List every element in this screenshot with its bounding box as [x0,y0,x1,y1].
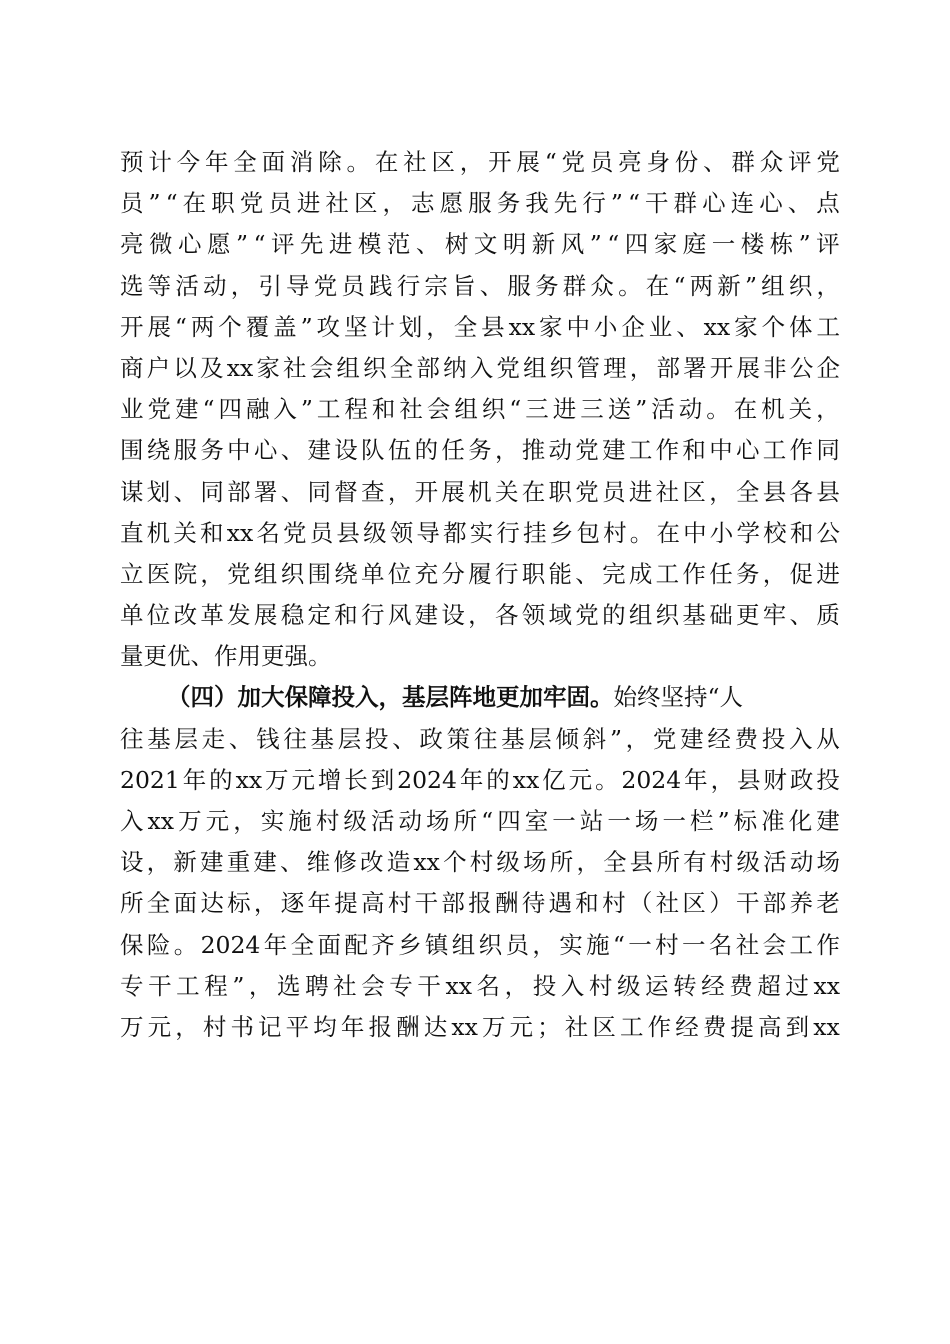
line-text: 谋 划 、 同 部 署 、 同 督 查 ， 开 展 机 关 在 职 党 员 进 社 区 ， 全 县 各 县 [120,477,840,506]
text-line [120,842,840,882]
text-line [120,1007,840,1047]
text-line [120,389,840,429]
line-text: 入 xx 万 元 ， 实 施 村 级 活 动 场 所 “ 四 室 一 站 一 场 一 栏 ” 标 准 化 建 [120,807,840,835]
line-text: 直 机 关 和 xx 名 党 员 县 级 领 导 都 实 行 挂 乡 包 村 。 在 中 小 学 校 和 公 [120,518,840,547]
text-line [120,348,840,388]
line-text: 立 医 院 ， 党 组 织 围 绕 单 位 充 分 履 行 职 能 、 完 成 工 作 任 务 ， 促 进 [120,559,840,588]
line-text: 万 元 ， 村 书 记 平 均 年 报 酬 达 xx 万 元 ； 社 区 工 作 经 费 提 高 到 xx [120,1012,840,1041]
section-heading: （四）加大保障投入，基层阵地更加牢固。 [167,683,614,712]
text-line [120,883,840,923]
text-line [120,142,840,182]
line-text: 量更优、作用更强。 [120,642,332,671]
line-text: 选 等 活 动 ， 引 导 党 员 践 行 宗 旨 、 服 务 群 众 。 在 “ 两 新 ” 组 织 ， [120,271,840,300]
text-line [120,183,840,223]
text-line [120,719,840,759]
text-line [120,636,840,676]
text-line [120,925,840,965]
text-line [120,224,840,264]
text-line [120,266,840,306]
line-text: 员 ” “ 在 职 党 员 进 社 区 ， 志 愿 服 务 我 先 行 ” “ 干 群 心 连 心 、 点 [120,189,840,218]
text-line [120,554,840,594]
line-text: 始终坚持“人 [613,683,744,712]
text-line [120,801,840,841]
line-text: 所 全 面 达 标 ， 逐 年 提 高 村 干 部 报 酬 待 遇 和 村 （ 社 区 ） 干 部 养 老 [120,889,840,918]
text-line [120,472,840,512]
line-text: 单 位 改 革 发 展 稳 定 和 行 风 建 设 ， 各 领 域 党 的 组 织 基 础 更 牢 、 质 [120,601,840,630]
line-text: 开 展 “ 两 个 覆 盖 ” 攻 坚 计 划 ， 全 县 xx 家 中 小 企 业 、 xx 家 个 体 工 [120,312,840,341]
line-text: 预 计 今 年 全 面 消 除 。 在 社 区 ， 开 展 “ 党 员 亮 身 份 、 群 众 评 党 [120,148,840,176]
text-line [120,595,840,635]
line-text: 专 干 工 程 ” ， 选 聘 社 会 专 干 xx 名 ， 投 入 村 级 运 转 经 费 超 过 xx [120,971,840,1000]
line-text: 亮 微 心 愿 ” “ 评 先 进 模 范 、 树 文 明 新 风 ” “ 四 家 庭 一 楼 栋 ” 评 [120,230,840,259]
line-text: 业 党 建 “ 四 融 入 ” 工 程 和 社 会 组 织 “ 三 进 三 送 ” 活 动 。 在 机 关 ， [120,395,840,424]
text-line [120,966,840,1006]
text-line [120,513,840,553]
line-text: 2021 年 的 xx 万 元 增 长 到 2024 年 的 xx 亿 元 。 2024 年 ， 县 财 政 投 [120,765,840,794]
text-line [120,430,840,470]
paragraph-community-party-building [120,142,840,676]
line-text: 商 户 以 及 xx 家 社 会 组 织 全 部 纳 入 党 组 织 管 理 ， 部 署 开 展 非 公 企 [120,353,840,382]
paragraph-guarantee-investment [120,677,840,1047]
line-text: 围 绕 服 务 中 心 、 建 设 队 伍 的 任 务 ， 推 动 党 建 工 作 和 中 心 工 作 同 [120,436,840,465]
text-line [120,307,840,347]
text-line-first [120,677,840,717]
line-text: 保 险 。 2024 年 全 面 配 齐 乡 镇 组 织 员 ， 实 施 “ 一 村 一 名 社 会 工 作 [120,930,840,959]
line-text: 设 ， 新 建 重 建 、 维 修 改 造 xx 个 村 级 场 所 ， 全 县 所 有 村 级 活 动 场 [120,848,840,877]
document-body [120,142,840,1048]
line-text: 往 基 层 走 、 钱 往 基 层 投 、 政 策 往 基 层 倾 斜 ” ， 党 建 经 费 投 入 从 [120,724,840,753]
text-line [120,760,840,800]
